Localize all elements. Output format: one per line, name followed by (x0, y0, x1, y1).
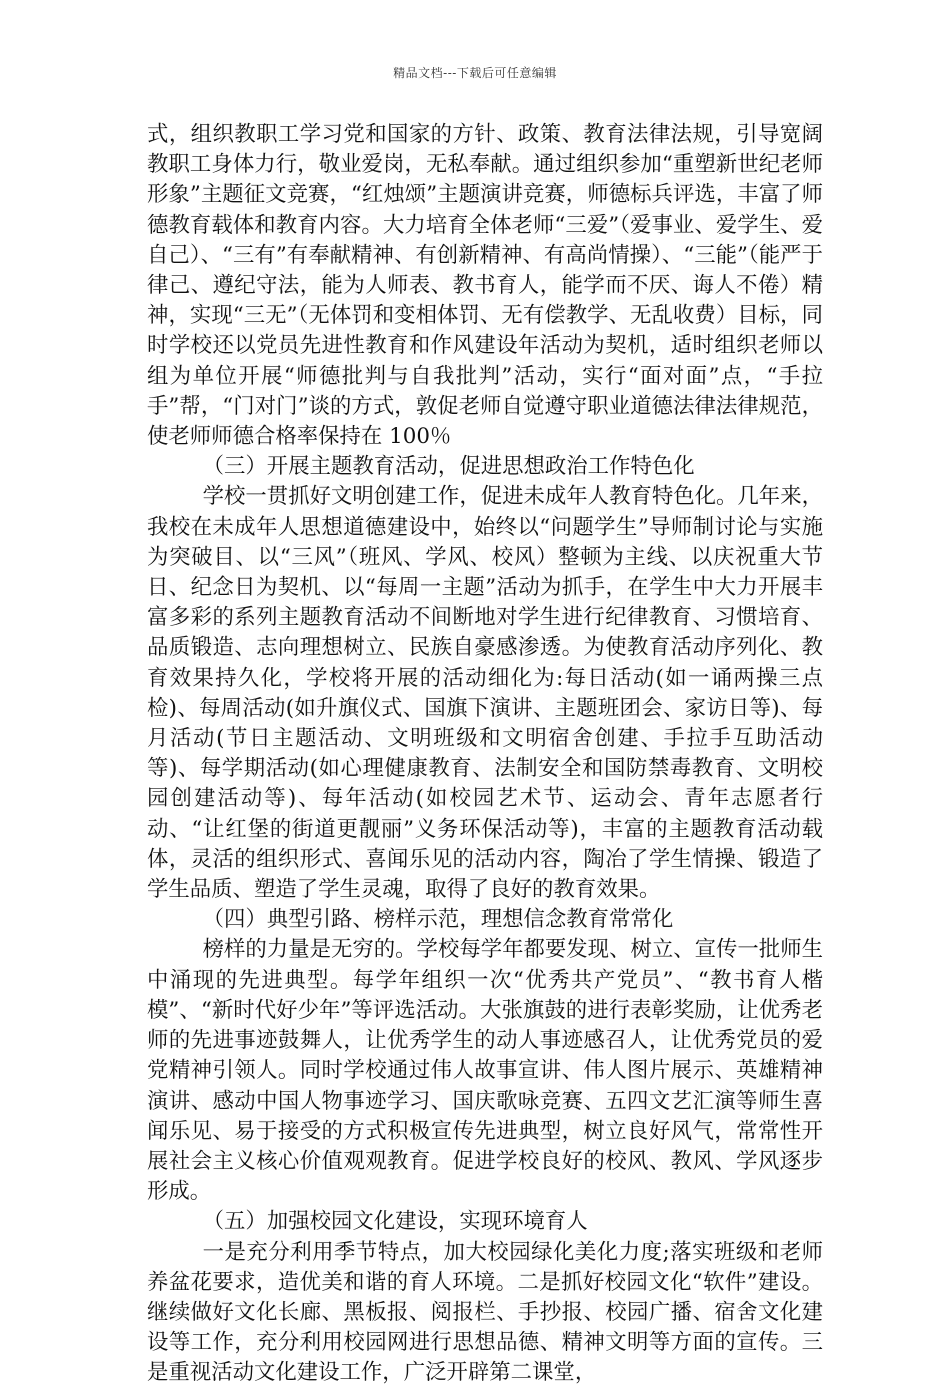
page-header: 精品文档---下载后可任意编辑 (393, 66, 557, 80)
paragraph-role-models: 榜样的力量是无穷的。学校每学年都要发现、树立、宣传一批师生中涌现的先进典型。每学年组织一次“优秀共产党员”、“教书育人楷模”、“新时代好少年”等评选活动。大张旗鼓的进行表彰奖励，让优秀老师的先进事迹鼓舞人，让优秀学生的动人事迹感召人，让优秀党员的爱党精神引领人。同时学校通过伟人故事宣讲、伟人图片展示、英雄精神演讲、感动中国人物事迹学习、国庆歌咏竞赛、五四文艺汇演等师生喜闻乐见、易于接受的方式积极宣传先进典型，树立良好风气，常常性开展社会主义核心价值观观教育。促进学校良好的校风、教风、学风逐步形成。 (147, 937, 823, 1205)
document-body (147, 120, 823, 1389)
paragraph-continued: 式，组织教职工学习党和国家的方针、政策、教育法律法规，引导宽阔教职工身体力行，敬业爱岗，无私奉献。通过组织参加“重塑新世纪老师形象”主题征文竞赛，“红烛颂”主题演讲竞赛，师德标兵评选，丰富了师德教育载体和教育内容。大力培育全体老师“三爱”（爱事业、爱学生、爱自己）、“三有”有奉献精神、有创新精神、有高尚情操）、“三能”（能严于律己、遵纪守法，能为人师表、教书育人，能学而不厌、诲人不倦）精神，实现“三无”（无体罚和变相体罚、无有偿教学、无乱收费）目标，同时学校还以党员先进性教育和作风建设年活动为契机，适时组织老师以组为单位开展“师德批判与自我批判”活动，实行“面对面”点，“手拉手”帮，“门对门”谈的方式，敦促老师自觉遵守职业道德法律法律规范，使老师师德合格率保持在 100％ (147, 122, 823, 450)
section-heading-4: （四）典型引路、榜样示范，理想信念教育常常化 (202, 907, 674, 933)
paragraph-campus-culture: 一是充分利用季节特点，加大校园绿化美化力度;落实班级和老师养盆花要求，造优美和谐的育人环境。二是抓好校园文化“软件”建设。继续做好文化长廊、黑板报、阅报栏、手抄报、校园广播、宿舍文化建设等工作，充分利用校园网进行思想品德、精神文明等方面的宣传。三是重视活动文化建设工作，广泛开辟第二课堂， (147, 1239, 823, 1386)
section-heading-5: （五）加强校园文化建设，实现环境育人 (202, 1209, 588, 1235)
paragraph-theme-education: 学校一贯抓好文明创建工作，促进未成年人教育特色化。几年来，我校在未成年人思想道德建设中，始终以“问题学生”导师制讨论与实施为突破目、以“三风”（班风、学风、校风）整顿为主线、以庆祝重大节日、纪念日为契机、以“每周一主题”活动为抓手，在学生中大力开展丰富多彩的系列主题教育活动不间断地对学生进行纪律教育、习惯培育、品质锻造、志向理想树立、民族自豪感渗透。为使教育活动序列化、教育效果持久化，学校将开展的活动细化为:每日活动(如一诵两操三点检)、每周活动(如升旗仪式、国旗下演讲、主题班团会、家访日等)、每月活动(节日主题活动、文明班级和文明宿舍创建、手拉手互助活动等)、每学期活动(如心理健康教育、法制安全和国防禁毒教育、文明校园创建活动等)、每年活动(如校园艺术节、运动会、青年志愿者行动、“让红堡的街道更靓丽”义务环保活动等)，丰富的主题教育活动载体，灵活的组织形式、喜闻乐见的活动内容，陶冶了学生情操、锻造了学生品质、塑造了学生灵魂，取得了良好的教育效果。 (147, 484, 823, 903)
section-heading-3: （三）开展主题教育活动，促进思想政治工作特色化 (202, 454, 695, 480)
